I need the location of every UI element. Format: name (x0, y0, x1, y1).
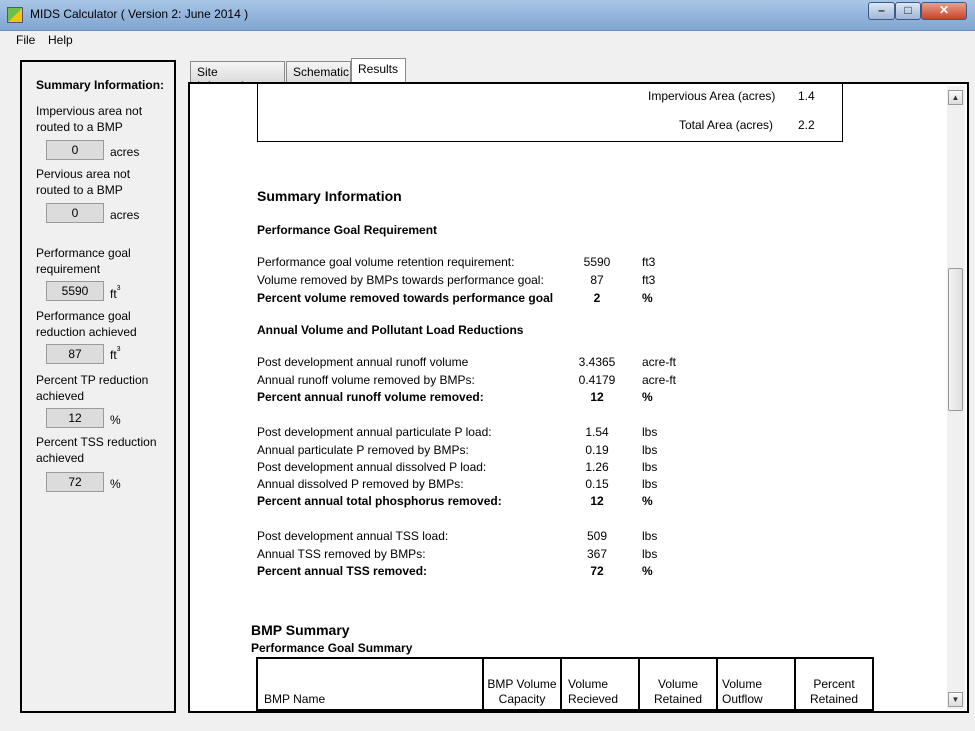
goal-achieved-field: 87 (46, 344, 104, 364)
tp-reduction-label: Percent TP reduction achieved (36, 373, 149, 403)
col-bmp-name: BMP Name (257, 658, 483, 710)
row-value: 0.15 (585, 477, 609, 491)
tss-reduction-field: 72 (46, 472, 104, 492)
row-value: 0.4179 (578, 373, 616, 387)
vertical-scrollbar[interactable] (947, 86, 965, 709)
summary-sidebar (20, 60, 176, 713)
row-label: Post development annual particulate P load: (257, 425, 492, 439)
row-label: Post development annual TSS load: (257, 529, 449, 543)
row-unit: lbs (642, 529, 658, 543)
row-unit: lbs (642, 477, 658, 491)
total-area-label: Total Area (acres) (679, 118, 774, 132)
annual-reductions-heading: Annual Volume and Pollutant Load Reductions (257, 323, 524, 337)
row-label: Performance goal volume retention requirement: (257, 255, 515, 269)
row-label: Annual runoff volume removed by BMPs: (257, 373, 475, 387)
tab-results[interactable]: Results (351, 58, 406, 83)
row-unit: % (642, 564, 653, 578)
row-value: 0.19 (585, 443, 609, 457)
goal-achieved-label: Performance goal reduction achieved (36, 309, 137, 339)
row-unit: lbs (642, 443, 658, 457)
row-value: 1.54 (585, 425, 609, 439)
row-label: Volume removed by BMPs towards performance goal: (257, 273, 544, 287)
row-label: Percent volume removed towards performance goal (257, 291, 554, 305)
tab-schematic[interactable]: Schematic (286, 61, 351, 82)
sidebar-heading: Summary Information: (36, 78, 165, 92)
goal-achieved-unit: $ft^3$ (110, 346, 121, 362)
pervious-not-routed-field: 0 (46, 203, 104, 223)
bmp-summary-title: BMP Summary (251, 622, 350, 638)
bmp-summary-table (256, 657, 874, 711)
col-volume-retained: Volume Retained (639, 658, 717, 710)
scroll-up-icon[interactable]: ▲ (948, 90, 963, 105)
row-value: 12 (590, 390, 604, 404)
window-title: MIDS Calculator ( Version 2: June 2014 ) (30, 7, 249, 21)
total-area-value: 2.2 (798, 118, 815, 132)
row-value: 3.4365 (578, 355, 616, 369)
pervious-not-routed-label: Pervious area not routed to a BMP (36, 167, 131, 197)
bmp-summary-subtitle: Performance Goal Summary (251, 641, 413, 655)
impervious-area-label: Impervious Area (acres) (648, 89, 776, 103)
row-label: Annual particulate P removed by BMPs: (257, 443, 469, 457)
row-unit: % (642, 390, 653, 404)
row-unit: ft3 (642, 273, 656, 287)
row-label: Percent annual total phosphorus removed: (257, 494, 502, 508)
row-label: Annual dissolved P removed by BMPs: (257, 477, 464, 491)
row-unit: lbs (642, 460, 658, 474)
row-value: 509 (586, 529, 608, 543)
row-label: Annual TSS removed by BMPs: (257, 547, 426, 561)
row-value: 12 (590, 494, 604, 508)
row-value: 367 (586, 547, 608, 561)
row-value: 87 (590, 273, 604, 287)
scroll-down-icon[interactable]: ▼ (948, 692, 963, 707)
row-value: 1.26 (585, 460, 609, 474)
tp-unit: % (110, 413, 121, 427)
window-titlebar (0, 0, 975, 31)
app-icon (7, 7, 23, 23)
tss-unit: % (110, 477, 121, 491)
goal-requirement-unit: $ft^3$ (110, 285, 121, 301)
maximize-button[interactable]: □ (895, 2, 921, 20)
col-percent-retained: Percent Retained (795, 658, 873, 710)
row-unit: % (642, 291, 653, 305)
pervious-unit: acres (110, 208, 140, 222)
row-unit: acre-ft (642, 355, 677, 369)
row-unit: acre-ft (642, 373, 677, 387)
row-value: 2 (593, 291, 601, 305)
row-value: 72 (590, 564, 604, 578)
impervious-not-routed-label: Impervious area not routed to a BMP (36, 104, 143, 134)
row-value: 5590 (583, 255, 611, 269)
row-unit: lbs (642, 425, 658, 439)
tab-site-information[interactable]: Site (190, 61, 285, 82)
row-label: Post development annual dissolved P load: (257, 460, 487, 474)
close-button[interactable]: ✕ (921, 2, 967, 20)
menu-help[interactable]: Help (48, 33, 73, 47)
row-label: Post development annual runoff volume (257, 355, 469, 369)
row-label: Percent annual runoff volume removed: (257, 390, 484, 404)
tp-reduction-field: 12 (46, 408, 104, 428)
scroll-thumb[interactable] (948, 268, 963, 411)
row-unit: ft3 (642, 255, 656, 269)
tss-reduction-label: Percent TSS reduction achieved (36, 435, 157, 465)
row-unit: % (642, 494, 653, 508)
impervious-area-value: 1.4 (798, 89, 815, 103)
menu-bar (0, 31, 975, 51)
minimize-button[interactable]: – (868, 2, 895, 20)
goal-requirement-label: Performance goal requirement (36, 246, 131, 276)
menu-file[interactable]: File (16, 33, 36, 47)
perf-goal-heading: Performance Goal Requirement (257, 223, 438, 237)
col-volume-outflow: Volume Outflow (717, 658, 795, 710)
impervious-not-routed-field: 0 (46, 140, 104, 160)
goal-requirement-field: 5590 (46, 281, 104, 301)
col-volume-received: Volume Recieved (561, 658, 639, 710)
col-bmp-volume-capacity: BMP Volume Capacity (483, 658, 561, 710)
summary-title: Summary Information (257, 188, 402, 204)
row-label: Percent annual TSS removed: (257, 564, 428, 578)
impervious-unit: acres (110, 145, 140, 159)
row-unit: lbs (642, 547, 658, 561)
results-panel (188, 82, 969, 713)
